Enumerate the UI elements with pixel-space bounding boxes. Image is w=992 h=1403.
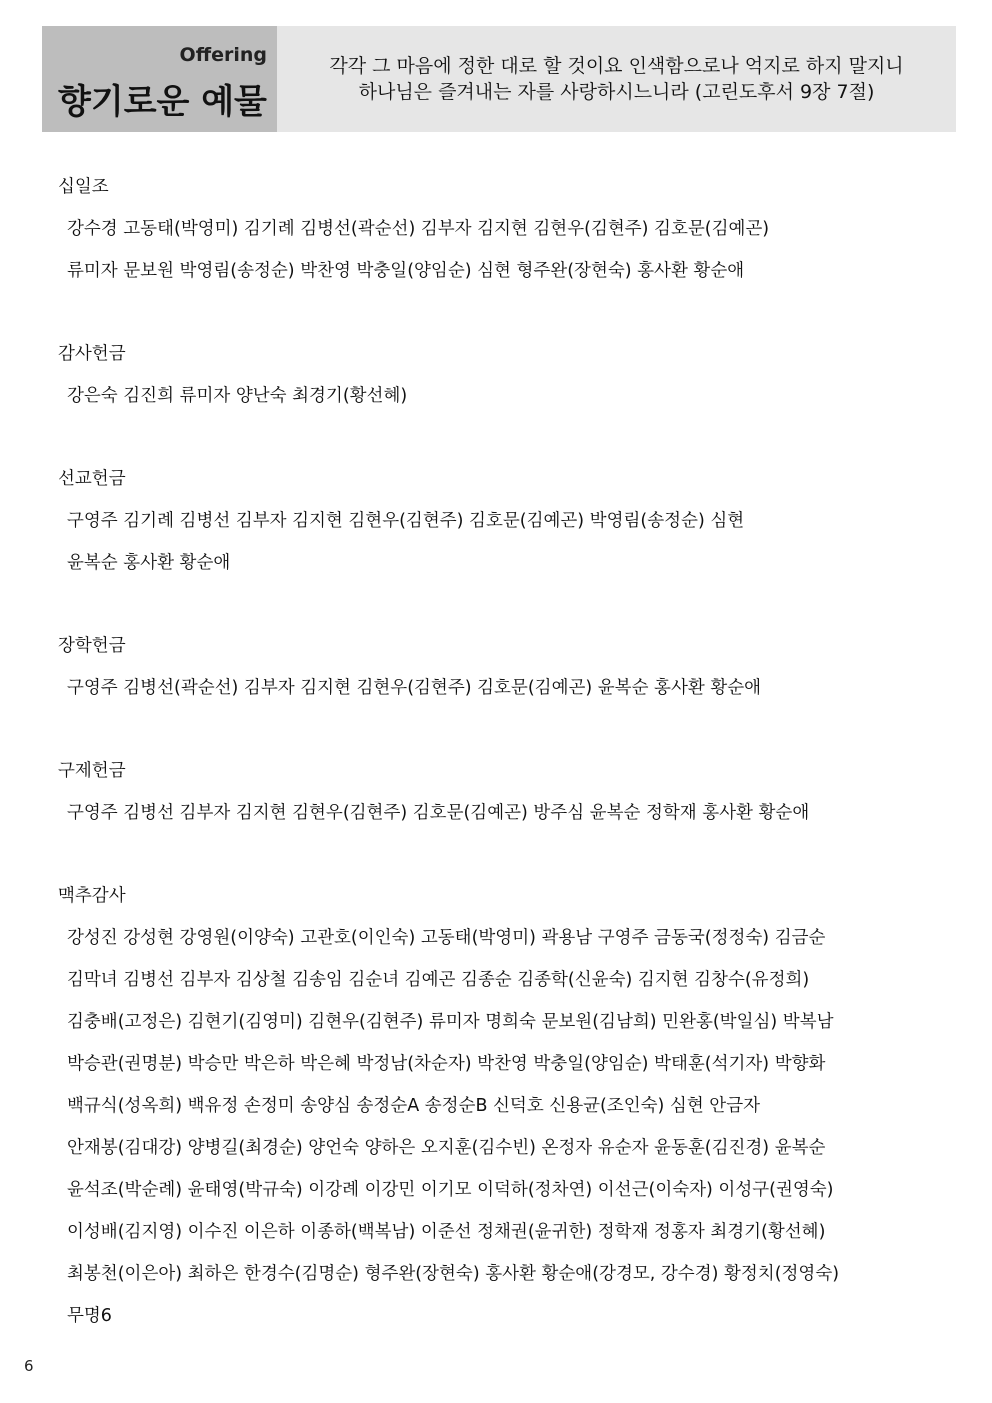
name-line: 구영주 김기례 김병선 김부자 김지현 김현우(김현주) 김호문(김예곤) 박영림(송정순) 심현 <box>67 511 745 531</box>
page-number: 6 <box>24 1357 34 1375</box>
name-line: 김막녀 김병선 김부자 김상철 김송임 김순녀 김예곤 김종순 김종학(신윤숙) 김지현 김창수(유정희) <box>67 970 810 990</box>
name-line: 윤복순 홍사환 황순애 <box>67 553 231 573</box>
name-line: 구영주 김병선(곽순선) 김부자 김지현 김현우(김현주) 김호문(김예곤) 윤복순 홍사환 황순애 <box>67 678 762 698</box>
name-line: 강성진 강성현 강영원(이양숙) 고관호(이인숙) 고동태(박영미) 곽용남 구영주 금동국(정정숙) 김금순 <box>67 928 826 948</box>
section-mission <box>58 464 958 590</box>
name-line: 최봉천(이은아) 최하은 한경수(김명순) 형주완(장현숙) 홍사환 황순애(강경모, 강수경) 황정치(정영숙) <box>67 1264 840 1284</box>
section-title: 맥추감사 <box>58 886 126 906</box>
name-line: 이성배(김지영) 이수진 이은하 이종하(백복남) 이준선 정채권(윤귀한) 정학재 정홍자 최경기(황선혜) <box>67 1222 826 1242</box>
section-scholarship <box>58 631 958 715</box>
page-title: 향기로운 예물 <box>58 82 267 122</box>
section-relief <box>58 756 958 840</box>
name-line: 백규식(성옥희) 백유정 손정미 송양심 송정순A 송정순B 신덕호 신용균(조인숙) 심현 안금자 <box>67 1096 761 1116</box>
bible-verse-box <box>277 26 956 132</box>
name-line: 강수경 고동태(박영미) 김기례 김병선(곽순선) 김부자 김지현 김현우(김현주) 김호문(김예곤) <box>67 219 770 239</box>
offering-list <box>58 172 958 1384</box>
page-header <box>42 26 956 132</box>
name-line: 김충배(고정은) 김현기(김영미) 김현우(김현주) 류미자 명희숙 문보원(김남희) 민완홍(박일심) 박복남 <box>67 1012 834 1032</box>
header-subtitle: Offering <box>179 44 267 66</box>
verse-line-2: 하나님은 즐겨내는 자를 사랑하시느니라 (고린도후서 9장 7절) <box>358 81 875 103</box>
section-title: 십일조 <box>58 177 109 197</box>
name-line: 윤석조(박순례) 윤태영(박규숙) 이강례 이강민 이기모 이덕하(정차연) 이선근(이숙자) 이성구(권영숙) <box>67 1180 834 1200</box>
name-line: 무명6 <box>67 1306 112 1326</box>
name-line: 류미자 문보원 박영림(송정순) 박찬영 박충일(양임순) 심현 형주완(장현숙) 홍사환 황순애 <box>67 261 745 281</box>
name-line: 박승관(권명분) 박승만 박은하 박은혜 박정남(차순자) 박찬영 박충일(양임순) 박태훈(석기자) 박향화 <box>67 1054 826 1074</box>
header-title-box <box>42 26 277 132</box>
section-title: 장학헌금 <box>58 636 126 656</box>
section-title: 감사헌금 <box>58 344 126 364</box>
section-tithe <box>58 172 958 298</box>
name-line: 강은숙 김진희 류미자 양난숙 최경기(황선혜) <box>67 386 408 406</box>
verse-line-1: 각각 그 마음에 정한 대로 할 것이요 인색함으로나 억지로 하지 말지니 <box>329 55 904 77</box>
section-thanksgiving <box>58 339 958 423</box>
section-title: 선교헌금 <box>58 469 126 489</box>
section-harvest-thanksgiving <box>58 881 958 1343</box>
section-title: 구제헌금 <box>58 761 126 781</box>
name-line: 구영주 김병선 김부자 김지현 김현우(김현주) 김호문(김예곤) 방주심 윤복순 정학재 홍사환 황순애 <box>67 803 810 823</box>
name-line: 안재봉(김대강) 양병길(최경순) 양언숙 양하은 오지훈(김수빈) 온정자 유순자 윤동훈(김진경) 윤복순 <box>67 1138 826 1158</box>
